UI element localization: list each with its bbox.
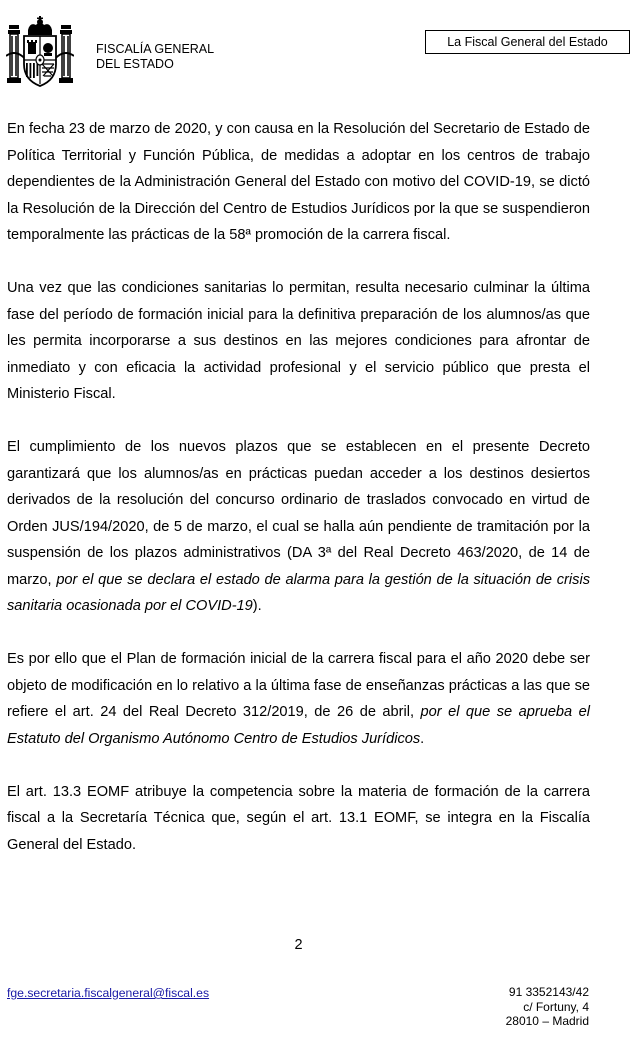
paragraph-5: El art. 13.3 EOMF atribuye la competencia sobre la materia de formación de la carrera fiscal a la Secretaría Técnica que, según el art. 13.1 EOMF, se integra en la Fiscalía General del Estado. [7, 783, 590, 853]
document-body [7, 116, 590, 885]
email-link[interactable]: fge.secretaria.fiscalgeneral@fiscal.es [7, 986, 210, 1000]
paragraph-1: En fecha 23 de marzo de 2020, y con causa en la Resolución del Secretario de Estado de Política Territorial y Función Pública, de medidas a adoptar en los centros de trabajo dependientes de la Administración General del Estado con motivo del COVID-19, se dictó la Resolución de la Dirección del Centro de Estudios Jurídicos por la que se suspendieron temporalmente las prácticas de la 58ª promoción de la carrera fiscal. [7, 121, 590, 243]
paragraph-3-text: El cumplimiento de los nuevos plazos que se establecen en el presente Decreto garantizará que los alumnos/as en prácticas puedan acceder a los destinos desiertos derivados de la resolución del concurso ordinario de traslados convocado en virtud de Orden JUS/194/2020, de 5 de marzo, el cual se halla aún pendiente de tramitación por la suspensión de los plazos administrativos (DA 3ª del Real Decreto 463/2020, de 14 de marzo, [7, 439, 590, 588]
organization-name [96, 42, 214, 71]
footer-phone: 91 3352143/42 [508, 985, 589, 999]
organization-name-line2: DEL ESTADO [96, 56, 174, 71]
footer-street: c/ Fortuny, 4 [523, 999, 589, 1014]
paragraph-3-italic: por el que se declara el estado de alarma para la gestión de la situación de crisis sanitaria ocasionada por el COVID-19 [7, 571, 590, 614]
coat-of-arms-spain-icon [6, 16, 74, 88]
paragraph-4-end: . [420, 730, 425, 747]
organization-name-line1: FISCALÍA GENERAL [96, 42, 215, 56]
paragraph-3-end: ). [252, 598, 262, 614]
paragraph-4-text: Es por ello que el Plan de formación inicial de la carrera fiscal para el año 2020 debe ser objeto de modificación en lo relativo a la última fase de enseñanzas prácticas a las que se refiere el art. 24 del Real Decreto 312/2019, de 26 de abril, [7, 651, 590, 720]
page-number: 2 [294, 937, 303, 953]
paragraph-3 [7, 434, 590, 620]
paragraph-4 [7, 646, 590, 752]
signatory-box: La Fiscal General del Estado [425, 30, 630, 54]
paragraph-2: Una vez que las condiciones sanitarias lo permitan, resulta necesario culminar la última fase del período de formación inicial para la definitiva preparación de los alumnos/as que les permita incorporarse a sus destinos en las mejores condiciones para afrontar de inmediato y con eficacia la actividad profesional y el servicio público que presta el Ministerio Fiscal. [7, 280, 590, 402]
footer-city: 28010 – Madrid [505, 1014, 589, 1028]
paragraph-4-italic: por el que se aprueba el Estatuto del Organismo Autónomo Centro de Estudios Jurídicos [7, 704, 590, 747]
footer-address [506, 985, 589, 1029]
